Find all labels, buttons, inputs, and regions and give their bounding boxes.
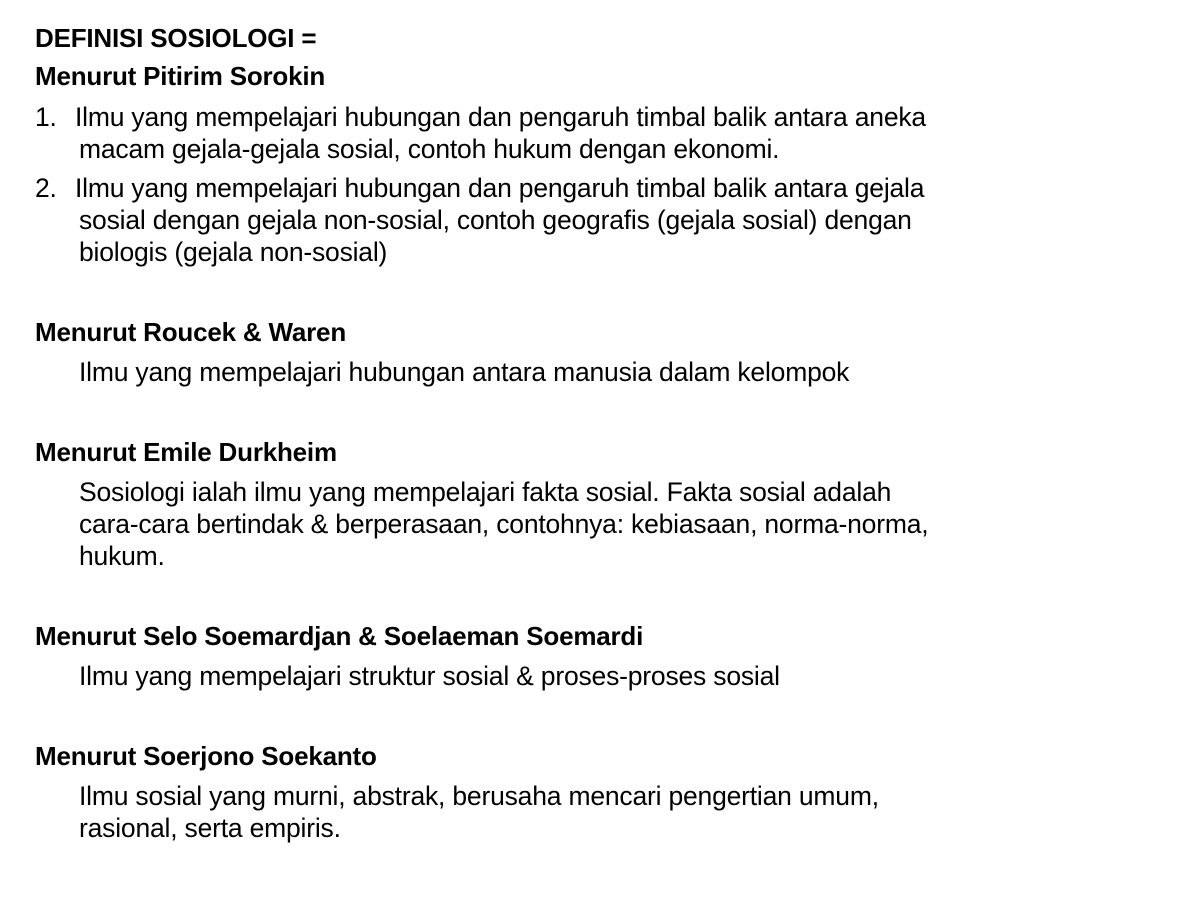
section-heading: Menurut Pitirim Sorokin — [35, 61, 326, 91]
section-text-line: Sosiologi ialah ilmu yang mempelajari fakta sosial. Fakta sosial adalah — [79, 477, 892, 507]
section-heading: Menurut Soerjono Soekanto — [35, 741, 377, 771]
section-heading: Menurut Emile Durkheim — [35, 437, 337, 467]
section-heading: Menurut Selo Soemardjan & Soelaeman Soemardi — [35, 621, 644, 651]
list-text-line: sosial dengan gejala non-sosial, contoh geografis (gejala sosial) dengan — [79, 205, 912, 235]
section-sorokin — [35, 60, 1180, 268]
list-item — [35, 101, 1180, 165]
section-text-line: cara-cara bertindak & berperasaan, contohnya: kebiasaan, norma-norma, — [79, 509, 929, 539]
list-number: 1. — [35, 102, 57, 132]
section-heading: Menurut Roucek & Waren — [35, 317, 347, 347]
list-item — [35, 172, 1180, 268]
section-roucek-waren — [35, 316, 1180, 388]
page-title: DEFINISI SOSIOLOGI = — [35, 23, 317, 53]
list-text-line: Ilmu yang mempelajari hubungan dan pengaruh timbal balik antara aneka — [75, 102, 926, 132]
list-text-line: macam gejala-gejala sosial, contoh hukum dengan ekonomi. — [79, 134, 780, 164]
list-text-line: Ilmu yang mempelajari hubungan dan pengaruh timbal balik antara gejala — [75, 173, 925, 203]
section-text-line: rasional, serta empiris. — [79, 813, 341, 843]
section-text-line: Ilmu yang mempelajari hubungan antara manusia dalam kelompok — [79, 357, 850, 387]
section-text-line: Ilmu yang mempelajari struktur sosial & proses-proses sosial — [79, 661, 780, 691]
section-selo-soelaeman — [35, 620, 1180, 692]
list-text-line: biologis (gejala non-sosial) — [79, 237, 388, 267]
section-text-line: Ilmu sosial yang murni, abstrak, berusaha mencari pengertian umum, — [79, 781, 879, 811]
section-soekanto — [35, 740, 1180, 844]
section-text-line: hukum. — [79, 541, 165, 571]
list-number: 2. — [35, 173, 57, 203]
section-durkheim — [35, 436, 1180, 572]
